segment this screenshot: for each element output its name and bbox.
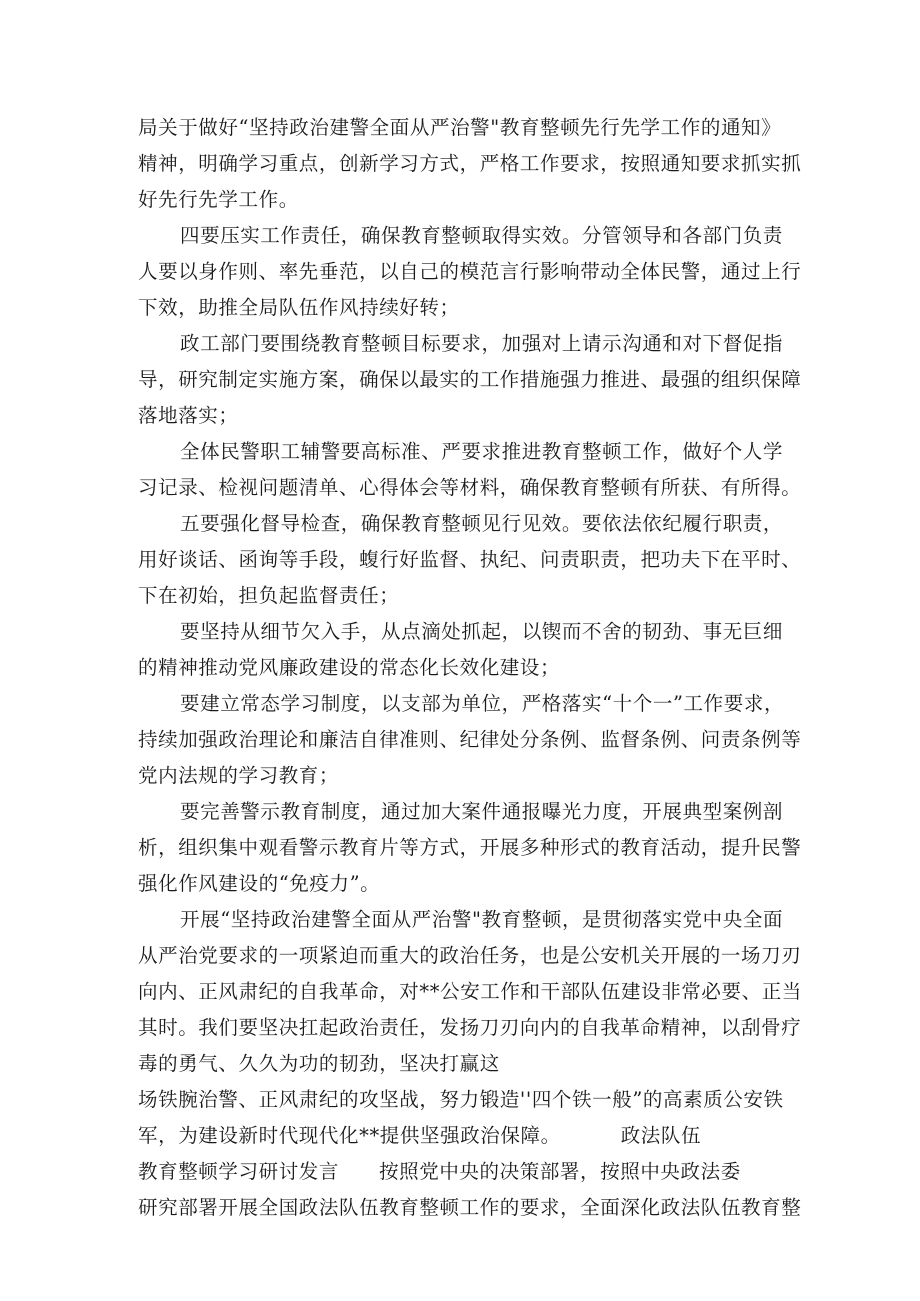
text-line: 局关于做好“坚持政治建警全面从严治警"教育整顿先行先学工作的通知》	[138, 116, 782, 139]
text-line: 毒的勇气、久久为功的韧劲，坚决打赢这	[138, 1052, 500, 1075]
text-line	[138, 1160, 741, 1184]
text-line: 四要压实工作责任，确保教育整顿取得实效。分管领导和各部门负责	[180, 224, 784, 247]
text-line: 好先行先学工作。	[138, 188, 299, 211]
text-line: 下在初始，担负起监督责任；	[138, 584, 400, 607]
text-line: 党内法规的学习教育；	[138, 764, 340, 787]
text-line: 政工部门要围绕教育整顿目标要求，加强对上请示沟通和对下督促指	[180, 332, 784, 355]
text-line: 导，研究制定实施方案，确保以最实的工作措施强力推进、最强的组织保障	[138, 368, 802, 391]
text-segment: 军，为建设新时代现代化**提供坚强政治保障。	[138, 1124, 561, 1147]
text-segment: 按照党中央的决策部署，按照中央政法委	[379, 1160, 741, 1183]
text-line: 从严治党要求的一项紧迫而重大的政治任务，也是公安机关开展的一场刀刃	[138, 944, 802, 967]
text-line: 场铁腕治警、正风肃纪的攻坚战，努力锻造''四个铁一般”的高素质公安铁	[138, 1088, 784, 1111]
text-line: 强化作风建设的“免疫力”。	[138, 872, 381, 895]
text-line: 下效，助推全局队伍作风持续好转；	[138, 296, 460, 319]
text-line: 全体民警职工辅警要高标准、严要求推进教育整顿工作，做好个人学	[180, 440, 784, 463]
text-line: 精神，明确学习重点，创新学习方式，严格工作要求，按照通知要求抓实抓	[138, 152, 802, 175]
text-line: 落地落实；	[138, 404, 239, 427]
text-line: 析，组织集中观看警示教育片等方式，开展多种形式的教育活动，提升民警	[138, 836, 802, 859]
text-line: 持续加强政治理论和廉洁自律准则、纪律处分条例、监督条例、问责条例等	[138, 728, 802, 751]
text-line: 要完善警示教育制度，通过加大案件通报曝光力度，开展典型案例剖	[180, 800, 784, 823]
text-line: 要建立常态学习制度，以支部为单位，严格落实“十个一”工作要求，	[180, 692, 785, 715]
text-line: 用好谈话、函询等手段，蝮行好监督、执纪、问责职责，把功夫下在平时、	[138, 548, 802, 571]
text-line: 的精神推动党风廉政建设的常态化长效化建设；	[138, 656, 561, 679]
text-line: 其时。我们要坚决扛起政治责任，发扬刀刃向内的自我革命精神，以刮骨疗	[138, 1016, 802, 1039]
text-line: 要坚持从细节欠入手，从点滴处抓起，以锲而不舍的韧劲、事无巨细	[180, 620, 784, 643]
text-line	[138, 1124, 701, 1148]
text-line: 向内、正风肃纪的自我革命，对**公安工作和干部队伍建设非常必要、正当	[138, 980, 802, 1003]
text-line: 五要强化督导检查，确保教育整顿见行见效。要依法依纪履行职责，	[180, 512, 784, 535]
text-line: 人要以身作则、率先垂范，以自己的模范言行影响带动全体民警，通过上行	[138, 260, 802, 283]
text-line: 习记录、检视问题清单、心得体会等材料，确保教育整顿有所获、有所得。	[138, 476, 802, 499]
text-line: 研究部署开展全国政法队伍教育整顿工作的要求，全面深化政法队伍教育整	[138, 1196, 802, 1219]
section-title-part: 政法队伍	[620, 1124, 702, 1147]
section-title-part: 教育整顿学习研讨发言	[138, 1160, 340, 1183]
text-line: 开展“坚持政治建警全面从严治警"教育整顿，是贯彻落实党中央全面	[180, 908, 784, 931]
